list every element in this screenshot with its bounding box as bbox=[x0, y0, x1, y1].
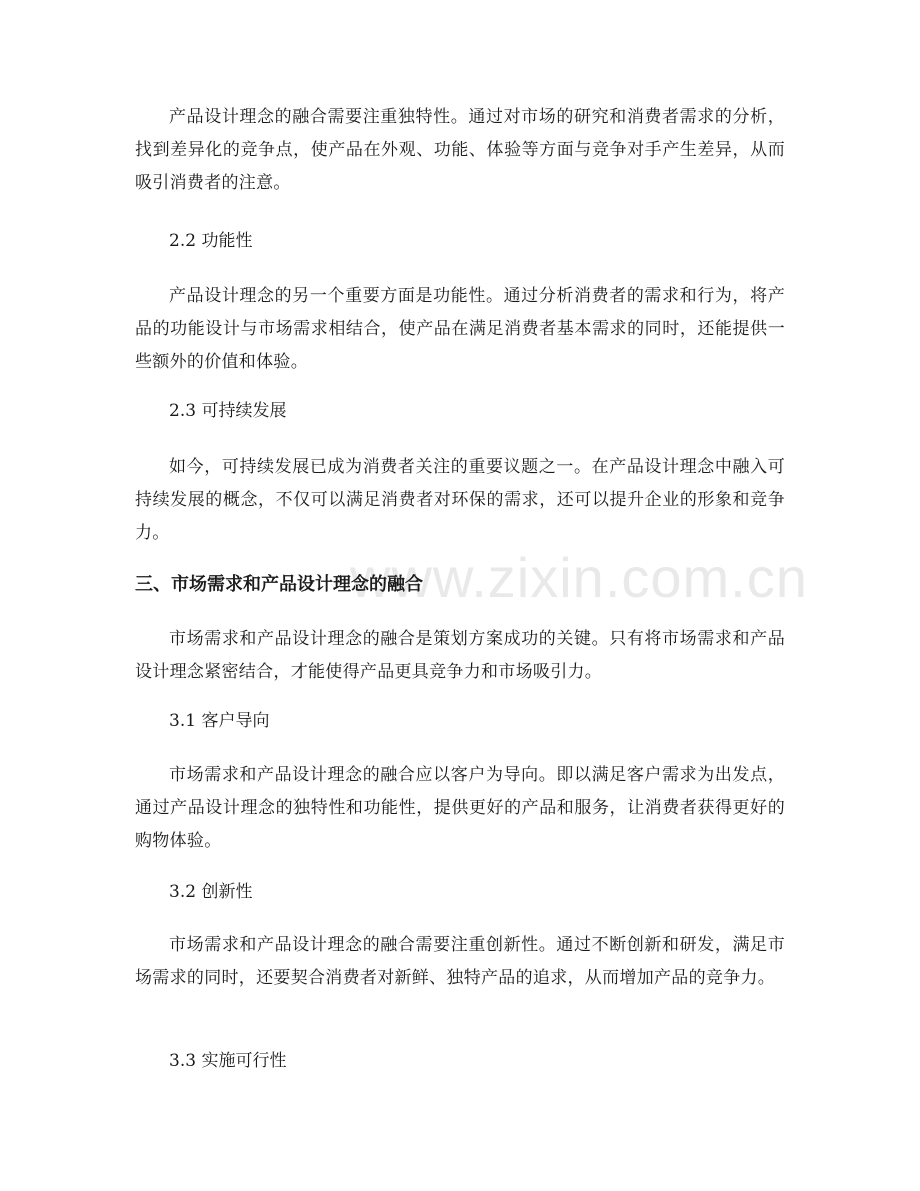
paragraph-uniqueness: 产品设计理念的融合需要注重独特性。通过对市场的研究和消费者需求的分析，找到差异化的竞争点，使产品在外观、功能、体验等方面与竞争对手产生差异，从而吸引消费者的注意。 bbox=[135, 107, 785, 193]
paragraph-integration: 市场需求和产品设计理念的融合是策划方案成功的关键。只有将市场需求和产品设计理念紧密结合，才能使得产品更具竞争力和市场吸引力。 bbox=[135, 629, 785, 682]
subheading-2-3: 2.3 可持续发展 bbox=[169, 401, 287, 421]
paragraph-customer-oriented: 市场需求和产品设计理念的融合应以客户为导向。即以满足客户需求为出发点，通过产品设计理念的独特性和功能性，提供更好的产品和服务，让消费者获得更好的购物体验。 bbox=[135, 765, 785, 851]
paragraph-innovation: 市场需求和产品设计理念的融合需要注重创新性。通过不断创新和研发，满足市场需求的同时，还要契合消费者对新鲜、独特产品的追求，从而增加产品的竞争力。 bbox=[135, 935, 785, 988]
paragraph-functionality: 产品设计理念的另一个重要方面是功能性。通过分析消费者的需求和行为，将产品的功能设计与市场需求相结合，使产品在满足消费者基本需求的同时，还能提供一些额外的价值和体验。 bbox=[135, 286, 785, 372]
watermark: www.zixin.com.cn bbox=[350, 546, 808, 609]
subheading-3-3: 3.3 实施可行性 bbox=[169, 1051, 287, 1071]
section-heading-3: 三、市场需求和产品设计理念的融合 bbox=[135, 574, 423, 595]
subheading-2-2: 2.2 功能性 bbox=[169, 231, 253, 251]
subheading-3-1: 3.1 客户导向 bbox=[169, 711, 270, 731]
paragraph-sustainability: 如今，可持续发展已成为消费者关注的重要议题之一。在产品设计理念中融入可持续发展的概念，不仅可以满足消费者对环保的需求，还可以提升企业的形象和竞争力。 bbox=[135, 457, 785, 543]
subheading-3-2: 3.2 创新性 bbox=[169, 882, 253, 902]
